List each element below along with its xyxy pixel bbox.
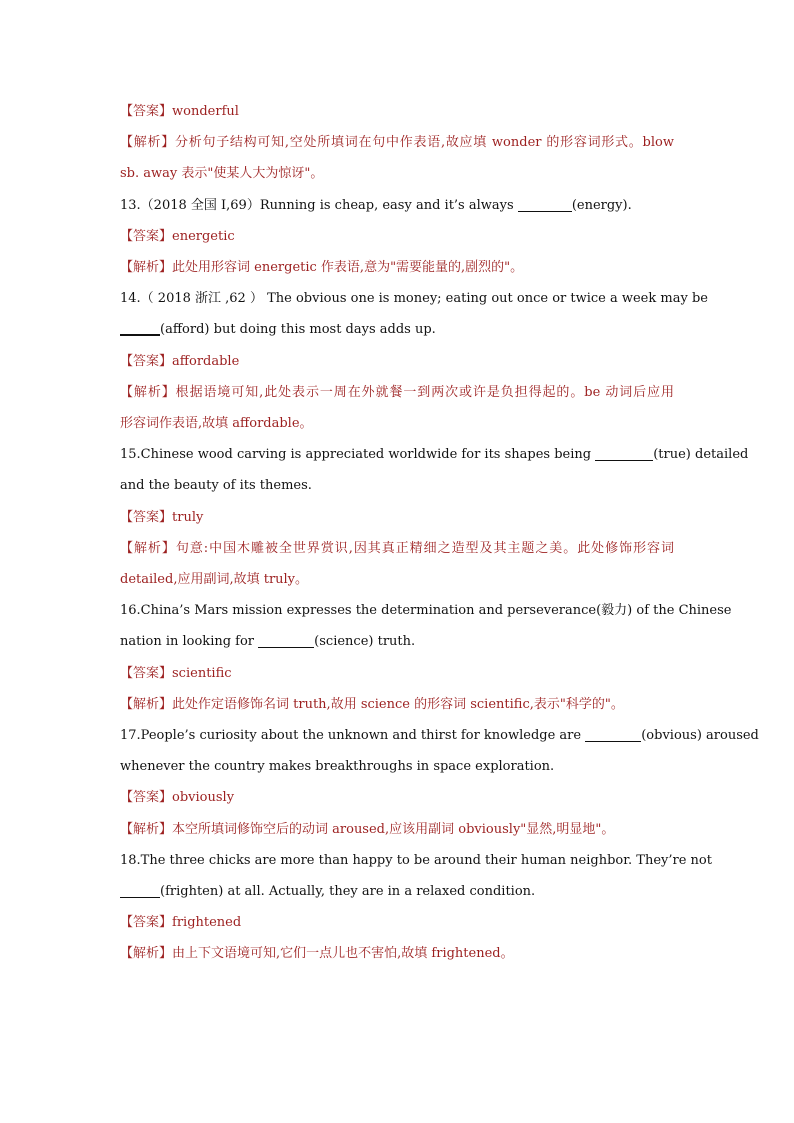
answer-blank <box>595 446 653 461</box>
analysis-tag: 【解析】 <box>120 946 173 962</box>
question-text: (frighten) at all. Actually, they are in a relaxed condition. <box>160 884 536 900</box>
answer-text: scientific <box>172 665 232 681</box>
answer-tag: 【答案】 <box>120 353 173 369</box>
question-14 <box>120 283 708 314</box>
answer-tag: 【答案】 <box>120 665 173 681</box>
analysis-line <box>120 158 674 189</box>
question-text: 17.People’s curiosity about the unknown and thirst for knowledge are <box>120 728 582 744</box>
answer-line <box>120 221 674 252</box>
analysis-tag: 【解析】 <box>120 540 176 556</box>
answer-line <box>120 658 674 689</box>
question-text: 13.（2018 全国 I,69）Running is cheap, easy and it’s always <box>120 197 514 213</box>
answer-line <box>120 502 674 533</box>
question-14-cont <box>120 314 674 345</box>
answer-tag: 【答案】 <box>120 228 173 244</box>
question-18 <box>120 845 712 876</box>
question-16 <box>120 595 732 626</box>
analysis-line <box>120 938 674 969</box>
question-15 <box>120 439 749 470</box>
question-text: 15.Chinese wood carving is appreciated worldwide for its shapes being <box>120 447 592 463</box>
document-page <box>120 96 759 970</box>
question-text: 18.The three chicks are more than happy to be around their human neighbor. They’re not <box>120 852 712 868</box>
analysis-tag: 【解析】 <box>120 384 176 400</box>
analysis-text: 由上下文语境可知,它们一点儿也不害怕,故填 frightened。 <box>172 946 514 962</box>
answer-tag: 【答案】 <box>120 509 173 525</box>
answer-blank <box>120 883 160 898</box>
answer-blank <box>585 727 641 742</box>
question-13 <box>120 190 674 221</box>
answer-tag: 【答案】 <box>120 790 173 806</box>
question-text: (obvious) aroused <box>641 728 759 744</box>
analysis-tag: 【解析】 <box>120 260 173 276</box>
analysis-line <box>120 252 674 283</box>
answer-line <box>120 96 674 127</box>
answer-text: affordable <box>172 353 240 369</box>
answer-line <box>120 782 674 813</box>
question-text: 16.China’s Mars mission expresses the determination and perseverance(毅力) of the Chinese <box>120 603 732 619</box>
question-text: and the beauty of its themes. <box>120 478 312 494</box>
question-15-cont <box>120 470 674 501</box>
answer-blank <box>258 633 314 648</box>
answer-blank <box>518 197 572 212</box>
analysis-text: sb. away 表示"使某人大为惊讶"。 <box>120 166 324 182</box>
analysis-line <box>120 814 674 845</box>
answer-text: obviously <box>172 790 235 806</box>
analysis-text: 本空所填词修饰空后的动词 aroused,应该用副词 obviously"显然,明显地"。 <box>172 821 615 837</box>
answer-text: truly <box>172 509 204 525</box>
analysis-tag: 【解析】 <box>120 135 175 151</box>
answer-line <box>120 346 674 377</box>
answer-tag: 【答案】 <box>120 915 173 931</box>
question-18-cont <box>120 876 674 907</box>
question-17 <box>120 720 759 751</box>
analysis-text: 分析句子结构可知,空处所填词在句中作表语,故应填 wonder 的形容词形式。blow <box>174 135 674 151</box>
analysis-line <box>120 564 674 595</box>
analysis-text: 此处作定语修饰名词 truth,故用 science 的形容词 scientific,表示"科学的"。 <box>172 696 624 712</box>
question-text: (afford) but doing this most days adds up. <box>160 322 436 338</box>
answer-text: energetic <box>172 228 235 244</box>
analysis-text: 形容词作表语,故填 affordable。 <box>120 416 313 432</box>
analysis-text: detailed,应用副词,故填 truly。 <box>120 572 309 588</box>
analysis-line <box>120 689 674 720</box>
answer-line <box>120 907 674 938</box>
question-17-cont <box>120 751 674 782</box>
analysis-line <box>120 377 674 408</box>
answer-text: wonderful <box>172 104 239 119</box>
question-text: 14.（ 2018 浙江 ,62 ） The obvious one is money; eating out once or twice a week may be <box>120 291 708 307</box>
analysis-line <box>120 533 674 564</box>
analysis-text: 根据语境可知,此处表示一周在外就餐一到两次或许是负担得起的。be 动词后应用 <box>175 384 674 400</box>
question-text: (true) detailed <box>653 447 749 463</box>
answer-blank <box>120 320 160 336</box>
answer-tag: 【答案】 <box>120 104 173 119</box>
analysis-tag: 【解析】 <box>120 821 173 837</box>
analysis-text: 此处用形容词 energetic 作表语,意为"需要能量的,剧烈的"。 <box>172 260 524 276</box>
question-16-cont <box>120 626 674 657</box>
analysis-line <box>120 127 674 158</box>
answer-text: frightened <box>172 915 242 931</box>
analysis-text: 句意:中国木雕被全世界赏识,因其真正精细之造型及其主题之美。此处修饰形容词 <box>175 540 674 556</box>
analysis-tag: 【解析】 <box>120 696 173 712</box>
question-text: whenever the country makes breakthroughs in space exploration. <box>120 759 555 775</box>
analysis-line <box>120 408 674 439</box>
question-text: (science) truth. <box>314 634 416 650</box>
question-text: nation in looking for <box>120 634 255 650</box>
question-text: (energy). <box>571 197 632 213</box>
